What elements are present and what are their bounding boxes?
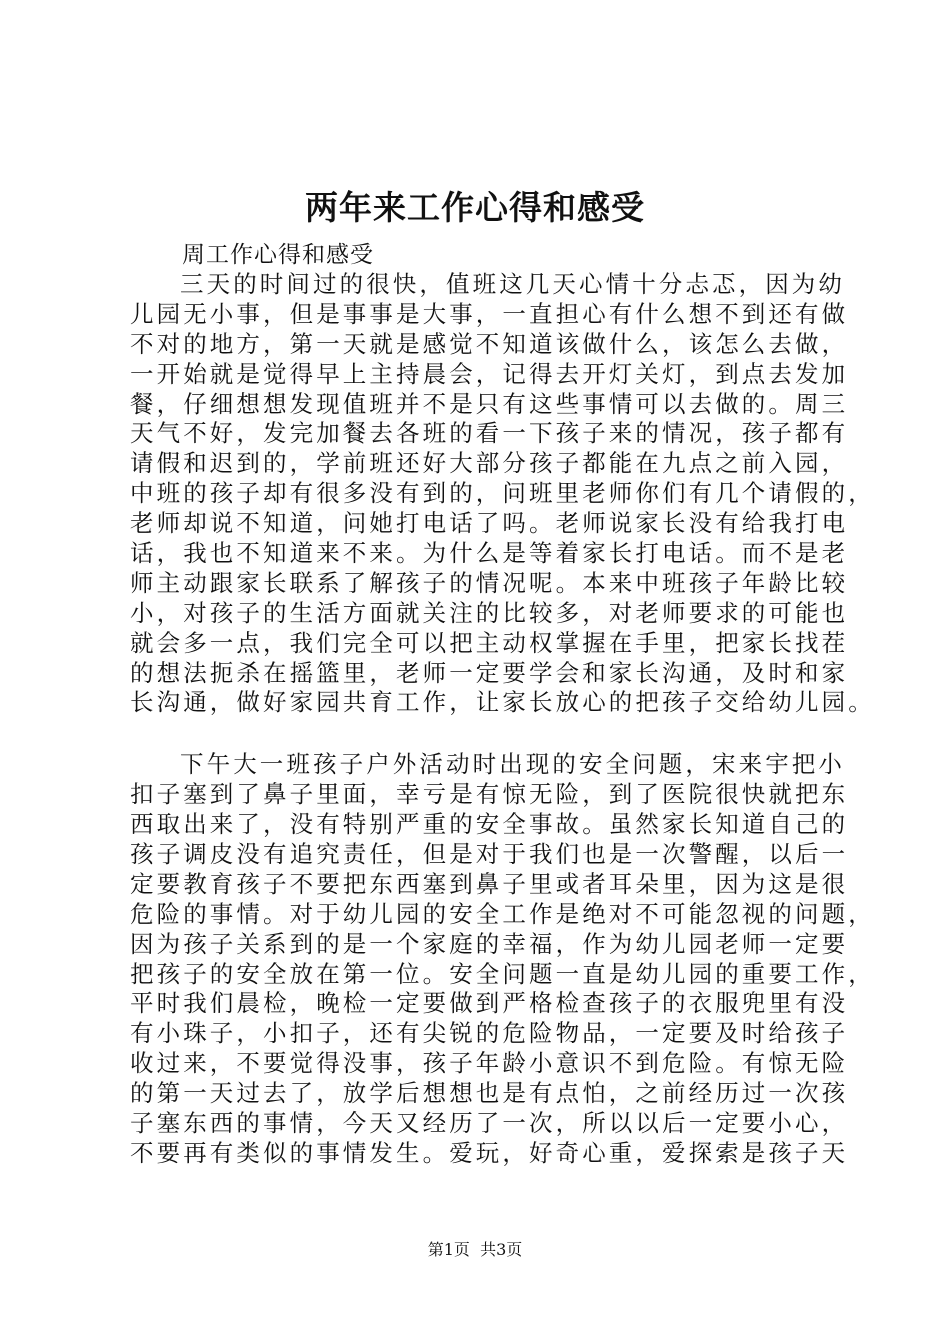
document-subtitle: 周工作心得和感受 [182, 242, 374, 268]
text-line: 平时我们晨检，晚检一定要做到严格检查孩子的衣服兜里有没 [130, 989, 849, 1018]
text-line: 不对的地方，第一天就是感觉不知道该做什么，该怎么去做， [130, 329, 849, 358]
paragraph-2 [130, 750, 875, 1168]
text-line: 话，我也不知道来不来。为什么是等着家长打电话。而不是老 [130, 539, 849, 568]
text-line: 师主动跟家长联系了解孩子的情况呢。本来中班孩子年龄比较 [130, 568, 849, 597]
text-line: 就会多一点，我们完全可以把主动权掌握在手里，把家长找茬 [130, 628, 849, 657]
text-line: 孩子调皮没有追究责任，但是对于我们也是一次警醒，以后一 [130, 840, 849, 869]
text-line: 小，对孩子的生活方面就关注的比较多，对老师要求的可能也 [130, 598, 849, 627]
text-line: 不要再有类似的事情发生。爱玩，好奇心重，爱探索是孩子天 [130, 1138, 849, 1167]
text-line: 长沟通，做好家园共育工作，让家长放心的把孩子交给幼儿园。 [130, 688, 875, 717]
text-line: 请假和迟到的，学前班还好大部分孩子都能在九点之前入园， [130, 449, 849, 478]
paragraph-1 [130, 270, 875, 718]
text-line: 中班的孩子却有很多没有到的，问班里老师你们有几个请假的， [130, 479, 875, 508]
text-line: 老师却说不知道，问她打电话了吗。老师说家长没有给我打电 [130, 509, 849, 538]
text-line: 的第一天过去了，放学后想想也是有点怕，之前经历过一次孩 [130, 1079, 849, 1108]
text-line: 因为孩子关系到的是一个家庭的幸福，作为幼儿园老师一定要 [130, 929, 849, 958]
text-line: 三天的时间过的很快，值班这几天心情十分忐忑，因为幼 [180, 270, 845, 298]
paragraph-spacer [130, 718, 830, 750]
text-line: 下午大一班孩子户外活动时出现的安全问题，宋来宇把小 [180, 750, 845, 779]
text-line: 危险的事情。对于幼儿园的安全工作是绝对不可能忽视的问题， [130, 899, 875, 928]
page-footer: 第1页 共3页 [427, 1240, 523, 1259]
text-line: 的想法扼杀在摇篮里，老师一定要学会和家长沟通，及时和家 [130, 658, 849, 687]
document-title: 两年来工作心得和感受 [305, 188, 645, 227]
text-line: 餐，仔细想想发现值班并不是只有这些事情可以去做的。周三 [130, 389, 849, 418]
text-line: 收过来，不要觉得没事，孩子年龄小意识不到危险。有惊无险 [130, 1049, 849, 1078]
text-line: 把孩子的安全放在第一位。安全问题一直是幼儿园的重要工作， [130, 959, 875, 988]
text-line: 有小珠子，小扣子，还有尖锐的危险物品，一定要及时给孩子 [130, 1019, 849, 1048]
text-line: 天气不好，发完加餐去各班的看一下孩子来的情况，孩子都有 [130, 419, 849, 448]
text-line: 儿园无小事，但是事事是大事，一直担心有什么想不到还有做 [130, 299, 849, 328]
document-body [130, 240, 875, 1169]
text-line: 扣子塞到了鼻子里面，幸亏是有惊无险，到了医院很快就把东 [130, 780, 849, 809]
text-line: 西取出来了，没有特别严重的安全事故。虽然家长知道自己的 [130, 810, 849, 839]
text-line: 子塞东西的事情，今天又经历了一次，所以以后一定要小心， [130, 1109, 849, 1138]
text-line: 定要教育孩子不要把东西塞到鼻子里或者耳朵里，因为这是很 [130, 869, 849, 898]
text-line: 一开始就是觉得早上主持晨会，记得去开灯关灯，到点去发加 [130, 359, 849, 388]
